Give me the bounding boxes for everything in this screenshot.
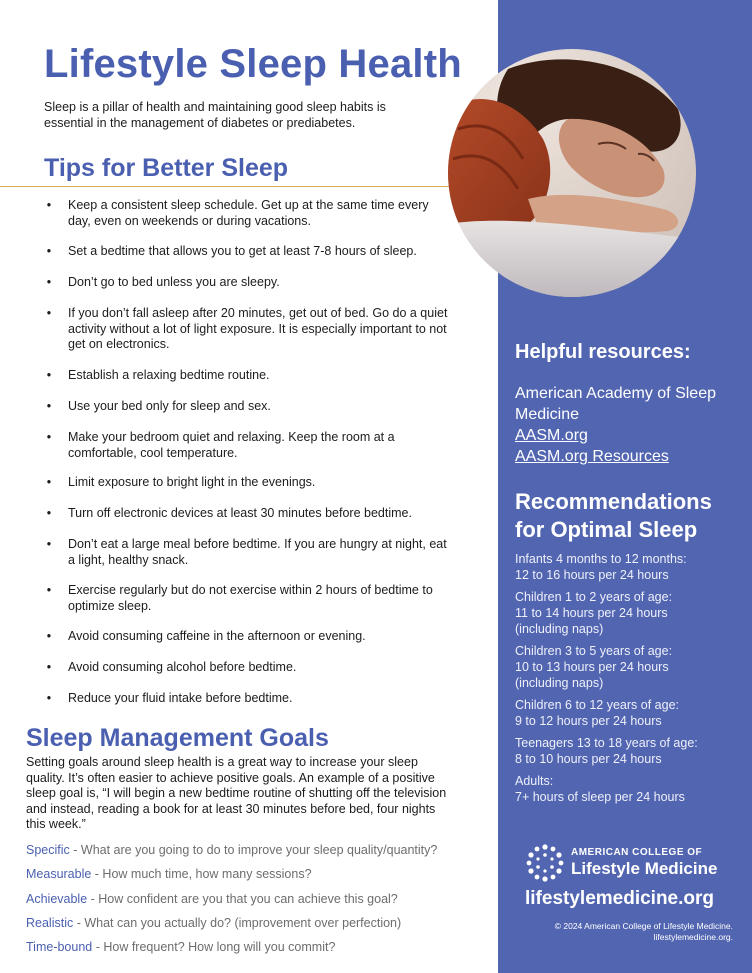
rec-age: Children 6 to 12 years of age: [515, 698, 679, 712]
bullet-icon: • [46, 629, 52, 643]
heading-divider [0, 186, 460, 187]
rec-hours: 9 to 12 hours per 24 hours [515, 714, 662, 728]
rec-children-3-5 [515, 643, 745, 691]
tip-item [44, 506, 454, 522]
tip-item [44, 430, 454, 461]
rec-hours: 7+ hours of sleep per 24 hours [515, 790, 685, 804]
tip-item [44, 629, 454, 645]
rec-age: Adults: [515, 774, 554, 788]
tip-text: Turn off electronic devices at least 30 minutes before bedtime. [68, 506, 412, 520]
smart-goal-realistic [26, 915, 496, 931]
tip-item [44, 275, 454, 291]
bullet-icon: • [46, 306, 52, 320]
tip-text: Reduce your fluid intake before bedtime. [68, 691, 293, 705]
rec-children-1-2 [515, 589, 745, 637]
copyright-line2: lifestylemedicine.org. [653, 932, 733, 942]
rec-age: Children 1 to 2 years of age: [515, 590, 673, 604]
recommendations-heading: Recommendations for Optimal Sleep [515, 489, 712, 542]
smart-desc: - What are you going to do to improve your sleep quality/quantity? [69, 843, 438, 857]
bullet-icon: • [46, 399, 52, 413]
goals-heading: Sleep Management Goals [26, 724, 329, 752]
intro-text: Sleep is a pillar of health and maintaining good sleep habits is essential in the management of diabetes or prediabetes. [44, 100, 386, 130]
tip-text: Limit exposure to bright light in the evenings. [68, 475, 316, 489]
tip-item [44, 660, 454, 676]
bullet-icon: • [46, 506, 52, 520]
tip-text: Exercise regularly but do not exercise within 2 hours of bedtime to optimize sleep. [68, 583, 433, 613]
acl-logo [525, 842, 735, 882]
tip-text: Use your bed only for sleep and sex. [68, 399, 271, 413]
copyright [505, 921, 733, 943]
logo-dots-icon [525, 844, 565, 882]
logo-top-text: AMERICAN COLLEGE OF [571, 847, 703, 858]
bullet-icon: • [46, 475, 52, 489]
bullet-icon: • [46, 368, 52, 382]
tip-text: If you don’t fall asleep after 20 minutes, get out of bed. Go do a quiet activity without a lot of light exposure. It is especially important to not get on electronics. [68, 306, 448, 351]
tip-text: Set a bedtime that allows you to get at least 7-8 hours of sleep. [68, 244, 417, 258]
tip-text: Keep a consistent sleep schedule. Get up at the same time every day, even on weekends or during vacations. [68, 198, 429, 228]
website-url: lifestylemedicine.org [525, 888, 715, 909]
bullet-icon: • [46, 583, 52, 597]
smart-term: Time-bound [26, 940, 93, 954]
tip-item [44, 537, 454, 568]
resource-org-line2: Medicine [515, 406, 580, 423]
goals-text: Setting goals around sleep health is a great way to increase your sleep quality. It’s often easier to achieve positive goals. An example of a positive sleep goal is, “I will begin a new bedtime routine of shutting off the television and instead, reading a book for at least 30 minutes before bed, four nights this week.” [26, 755, 447, 831]
tip-item [44, 198, 454, 229]
rec-hours: 10 to 13 hours per 24 hours [515, 660, 669, 674]
rec-children-6-12 [515, 697, 745, 729]
rec-infants [515, 551, 745, 583]
tip-text: Make your bedroom quiet and relaxing. Keep the room at a comfortable, cool temperature. [68, 430, 395, 460]
rec-note: (including naps) [515, 622, 604, 636]
tip-item [44, 583, 454, 614]
rec-note: (including naps) [515, 676, 604, 690]
tip-text: Establish a relaxing bedtime routine. [68, 368, 270, 382]
rec-hours: 8 to 10 hours per 24 hours [515, 752, 662, 766]
smart-desc: - What can you actually do? (improvement over perfection) [73, 916, 402, 930]
resources-heading: Helpful resources: [515, 341, 691, 363]
rec-hours: 12 to 16 hours per 24 hours [515, 568, 669, 582]
smart-term: Achievable [26, 892, 88, 906]
rec-age: Infants 4 months to 12 months: [515, 552, 687, 566]
bullet-icon: • [46, 537, 52, 551]
bullet-icon: • [46, 691, 52, 705]
smart-desc: - How frequent? How long will you commit? [92, 940, 336, 954]
tips-heading: Tips for Better Sleep [44, 154, 289, 182]
aasm-link[interactable]: AASM.org [515, 427, 588, 444]
tip-text: Avoid consuming caffeine in the afternoon or evening. [68, 629, 366, 643]
bullet-icon: • [46, 430, 52, 444]
rec-adults [515, 773, 745, 805]
tip-text: Don’t go to bed unless you are sleepy. [68, 275, 280, 289]
tip-item [44, 368, 454, 384]
tip-item [44, 399, 454, 415]
page-title: Lifestyle Sleep Health [44, 42, 462, 86]
logo-bottom-text: Lifestyle Medicine [571, 859, 718, 878]
bullet-icon: • [46, 275, 52, 289]
rec-teenagers [515, 735, 745, 767]
bullet-icon: • [46, 244, 52, 258]
resource-org-line1: American Academy of Sleep [515, 385, 716, 402]
rec-age: Teenagers 13 to 18 years of age: [515, 736, 698, 750]
rec-hours: 11 to 14 hours per 24 hours [515, 606, 668, 620]
tip-item [44, 306, 454, 353]
smart-goal-time-bound [26, 939, 496, 955]
smart-goal-specific [26, 842, 496, 858]
tip-item [44, 691, 454, 707]
copyright-line1: © 2024 American College of Lifestyle Medicine. [554, 921, 733, 931]
tip-text: Don’t eat a large meal before bedtime. If you are hungry at night, eat a light, healthy snack. [68, 537, 447, 567]
bullet-icon: • [46, 660, 52, 674]
tip-text: Avoid consuming alcohol before bedtime. [68, 660, 297, 674]
tip-item [44, 475, 454, 491]
rec-age: Children 3 to 5 years of age: [515, 644, 673, 658]
smart-goal-achievable [26, 891, 496, 907]
smart-desc: - How much time, how many sessions? [91, 867, 312, 881]
smart-term: Realistic [26, 916, 74, 930]
sleeping-woman-photo [448, 49, 696, 297]
tip-item [44, 244, 454, 260]
aasm-resources-link[interactable]: AASM.org Resources [515, 448, 669, 465]
smart-term: Specific [26, 843, 70, 857]
bullet-icon: • [46, 198, 52, 212]
smart-desc: - How confident are you that you can achieve this goal? [87, 892, 398, 906]
smart-goal-measurable [26, 866, 496, 882]
smart-term: Measurable [26, 867, 92, 881]
